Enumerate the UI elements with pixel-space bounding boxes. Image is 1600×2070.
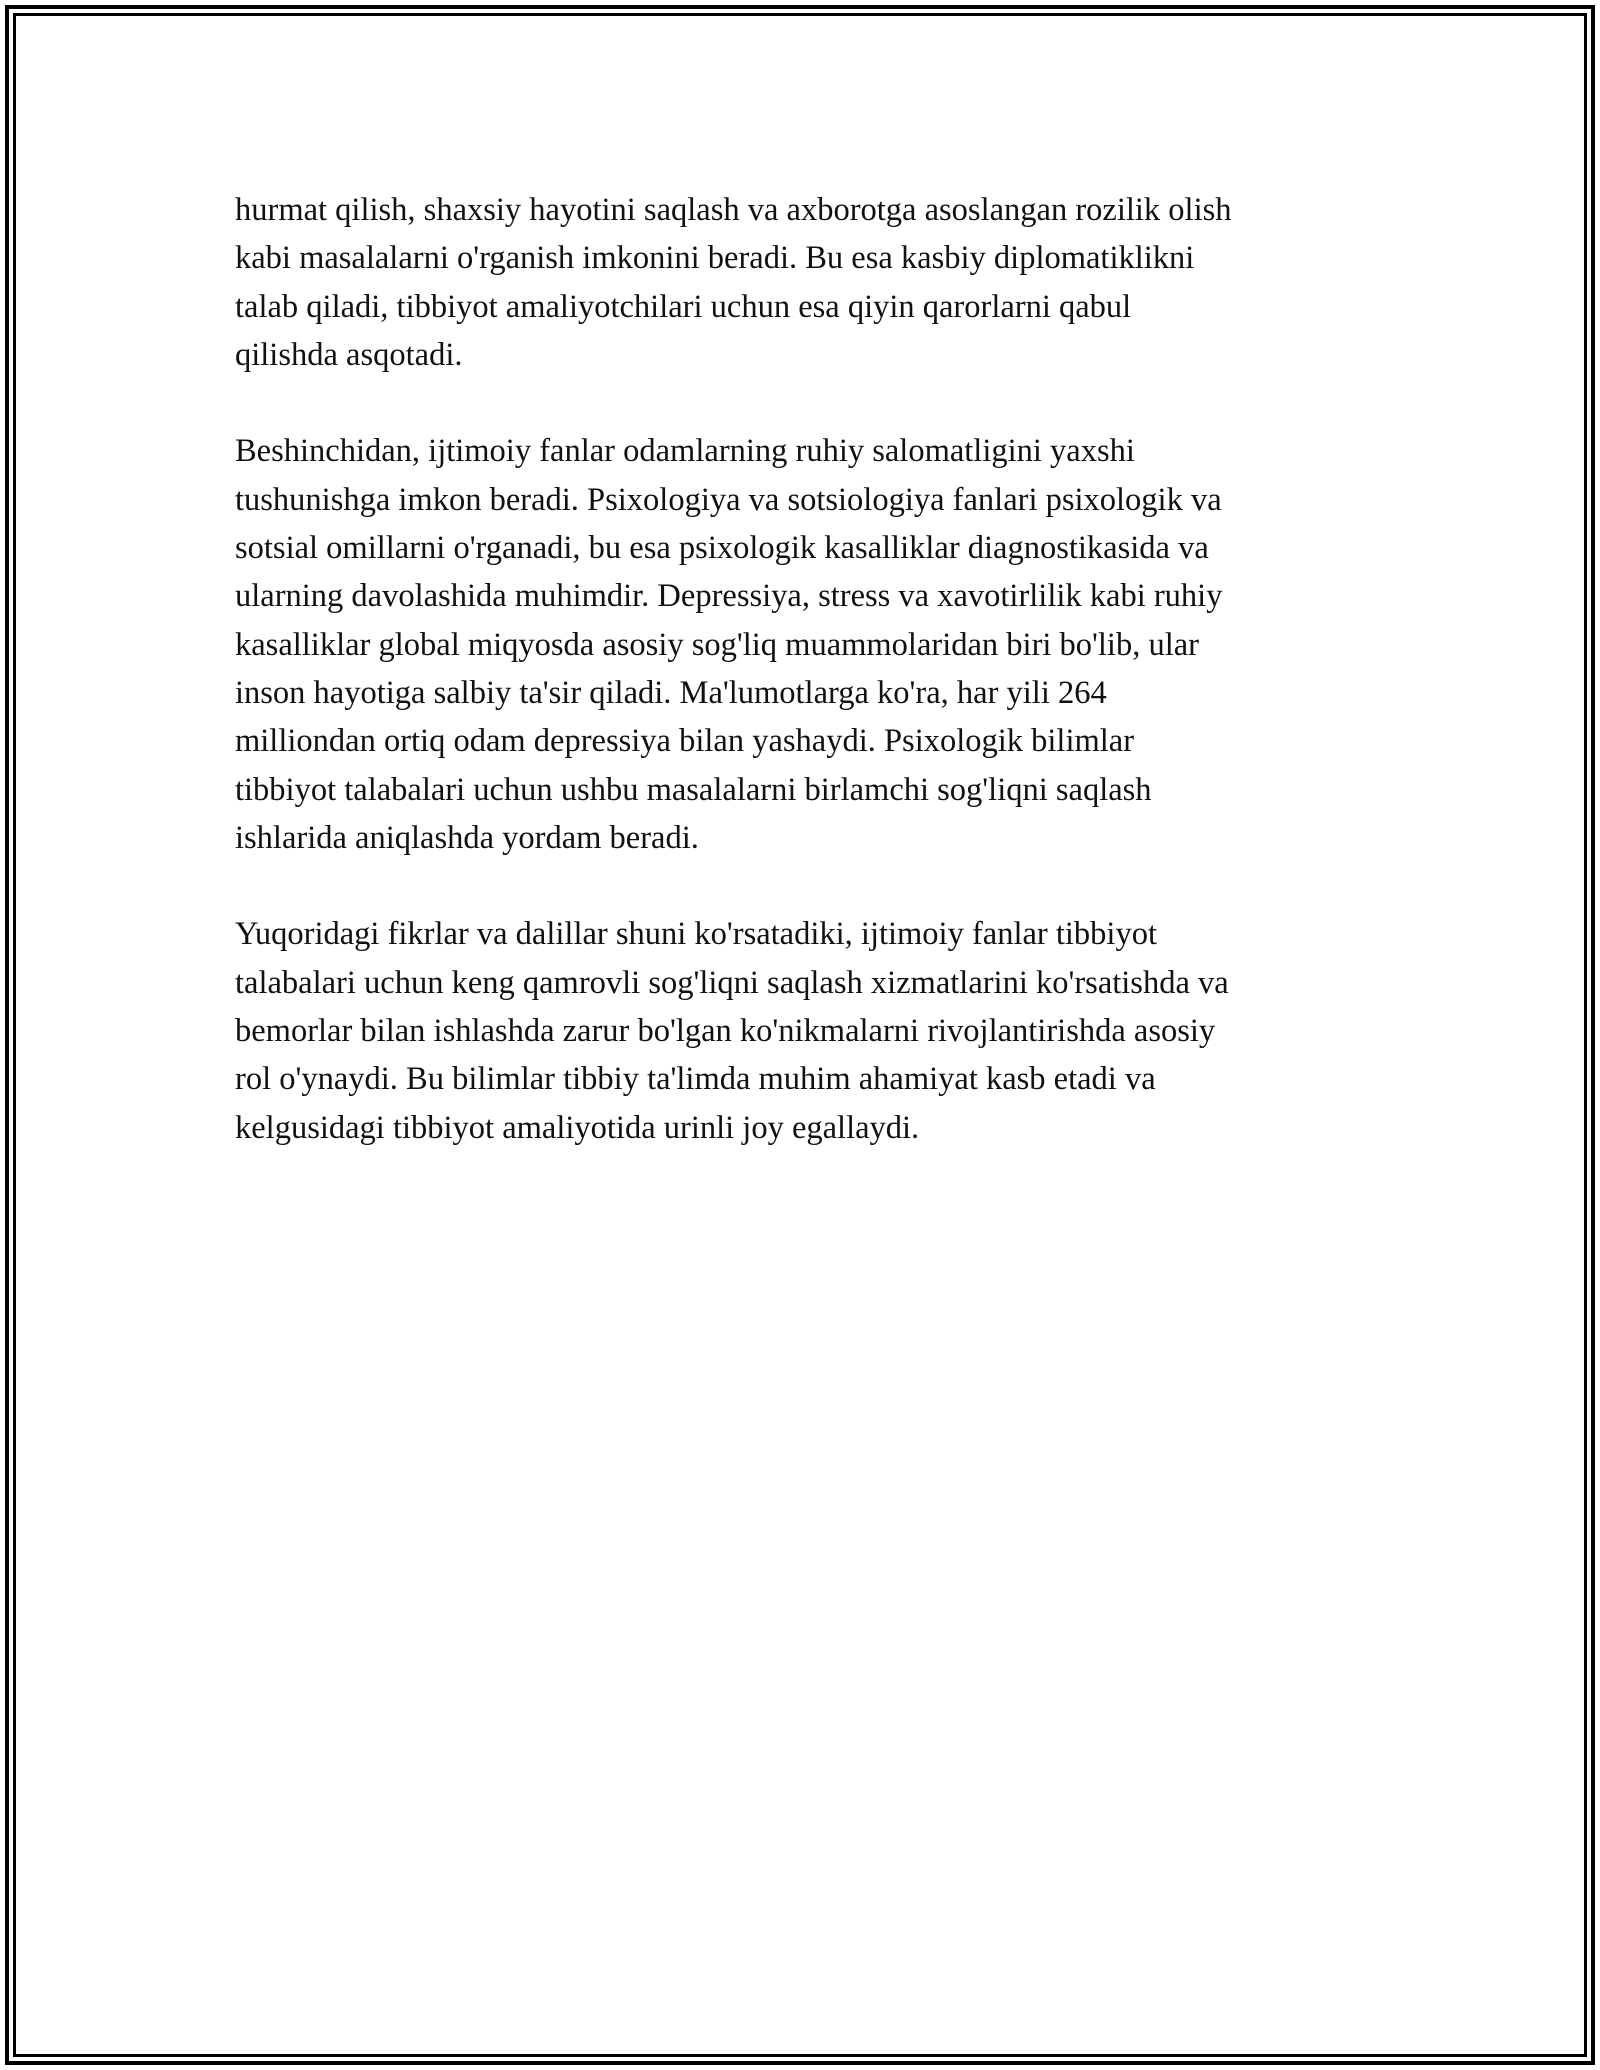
text-line: tushunishga imkon beradi. Psixologiya va sotsiologiya fanlari psixologik va <box>235 481 1222 518</box>
text-line: Yuqoridagi fikrlar va dalillar shuni ko'rsatadiki, ijtimoiy fanlar tibbiyot <box>235 916 1157 953</box>
text-line: inson hayotiga salbiy ta'sir qiladi. Ma'lumotlarga ko'ra, har yili 264 <box>235 674 1107 711</box>
paragraph-2 <box>235 427 1375 862</box>
text-line: bemorlar bilan ishlashda zarur bo'lgan ko'nikmalarni rivojlantirishda asosiy <box>235 1013 1216 1050</box>
text-line: sotsial omillarni o'rganadi, bu esa psixologik kasalliklar diagnostikasida va <box>235 530 1209 567</box>
text-line: ishlarida aniqlashda yordam beradi. <box>235 819 699 856</box>
document-body <box>235 186 1375 1200</box>
paragraph-1 <box>235 186 1375 379</box>
text-line: hurmat qilish, shaxsiy hayotini saqlash va axborotga asoslangan rozilik olish <box>235 192 1232 228</box>
paragraph-3 <box>235 910 1375 1151</box>
text-line: ularning davolashida muhimdir. Depressiya, stress va xavotirlilik kabi ruhiy <box>235 578 1223 615</box>
text-line: rol o'ynaydi. Bu bilimlar tibbiy ta'limda muhim ahamiyat kasb etadi va <box>235 1061 1156 1098</box>
text-line: talab qiladi, tibbiyot amaliyotchilari uchun esa qiyin qarorlarni qabul <box>235 288 1132 325</box>
text-line: milliondan ortiq odam depressiya bilan yashaydi. Psixologik bilimlar <box>235 723 1135 760</box>
text-line: kabi masalalarni o'rganish imkonini beradi. Bu esa kasbiy diplomatiklikni <box>235 240 1195 277</box>
text-line: kasalliklar global miqyosda asosiy sog'liq muammolaridan biri bo'lib, ular <box>235 626 1199 663</box>
text-line: tibbiyot talabalari uchun ushbu masalalarni birlamchi sog'liqni saqlash <box>235 771 1152 808</box>
text-line: Beshinchidan, ijtimoiy fanlar odamlarning ruhiy salomatligini yaxshi <box>235 433 1135 470</box>
text-line: qilishda asqotadi. <box>235 336 463 373</box>
text-line: talabalari uchun keng qamrovli sog'liqni saqlash xizmatlarini ko'rsatishda va <box>235 964 1229 1001</box>
text-line: kelgusidagi tibbiyot amaliyotida urinli joy egallaydi. <box>235 1109 920 1146</box>
